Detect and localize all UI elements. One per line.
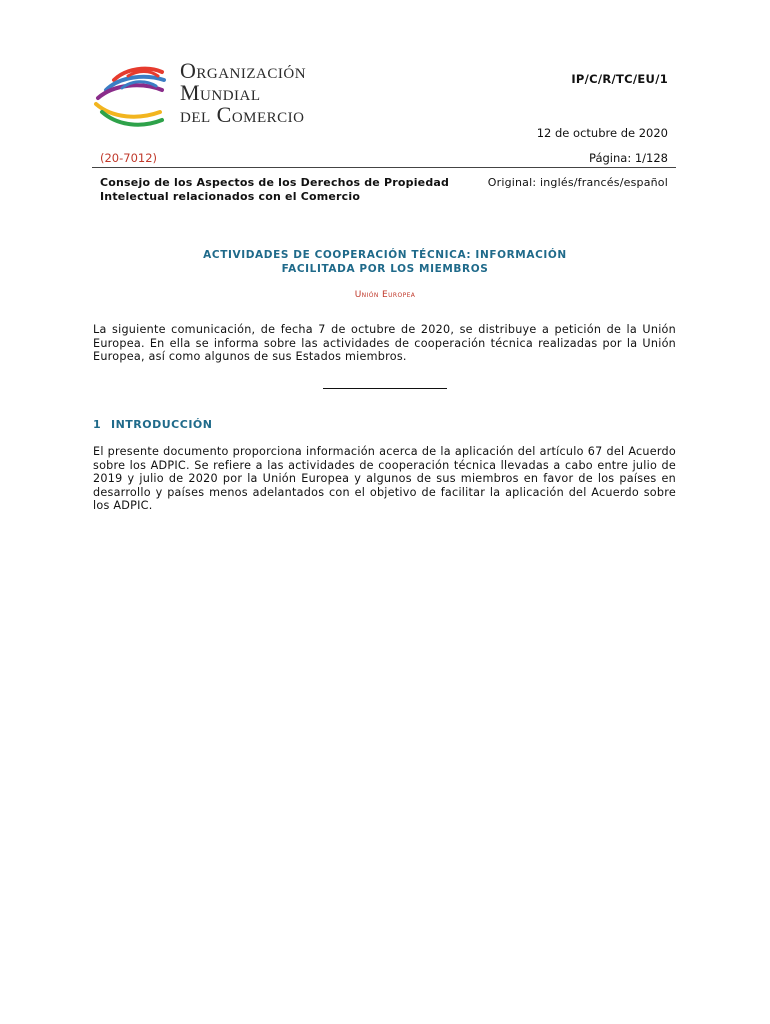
document-subtitle (100, 290, 670, 300)
original-languages: Original: inglés/francés/español (487, 176, 668, 189)
section-title: INTRODUCCIÓN (111, 418, 213, 431)
intro-paragraph: La siguiente comunicación, de fecha 7 de octubre de 2020, se distribuye a petición de la Unión Europea. En ella se informa sobre las actividades de cooperación técnica realizadas por la Unión Europea, así como algunos de sus Estados miembros. (93, 323, 676, 363)
logo-line-2: Mundial (180, 80, 261, 105)
council-name: Consejo de los Aspectos de los Derechos de Propiedad Intelectual relacionados con el Comercio (100, 176, 450, 203)
title-line-2: FACILITADA POR LOS MIEMBROS (281, 263, 489, 275)
page-number: Página: 1/128 (589, 151, 668, 165)
job-number: (20-7012) (100, 151, 158, 165)
section-number: 1 (93, 418, 102, 431)
subtitle-text: Unión Europea (354, 290, 416, 300)
wto-logo-text (180, 60, 306, 126)
document-symbol: IP/C/R/TC/EU/1 (571, 72, 668, 86)
section-heading (93, 418, 212, 431)
document-date: 12 de octubre de 2020 (536, 126, 668, 140)
section-paragraph: El presente documento proporciona información acerca de la aplicación del artículo 67 del Acuerdo sobre los ADPIC. Se refiere a las actividades de cooperación técnica llevadas a cabo entre julio de 2019 y julio de 2020 por la Unión Europea y algunos de sus miembros en favor de los países en desarrollo y países menos adelantados con el objetivo de facilitar la aplicación del Acuerdo sobre los ADPIC. (93, 445, 676, 512)
header-divider (92, 167, 676, 168)
logo-line-3: del Comercio (180, 102, 305, 127)
wto-logo-icon (92, 58, 172, 130)
wto-logo (92, 58, 342, 130)
title-line-1: ACTIVIDADES DE COOPERACIÓN TÉCNICA: INFORMACIÓN (203, 249, 567, 261)
logo-line-1: Organización (180, 58, 307, 83)
separator-line (323, 388, 447, 389)
document-title (100, 248, 670, 276)
